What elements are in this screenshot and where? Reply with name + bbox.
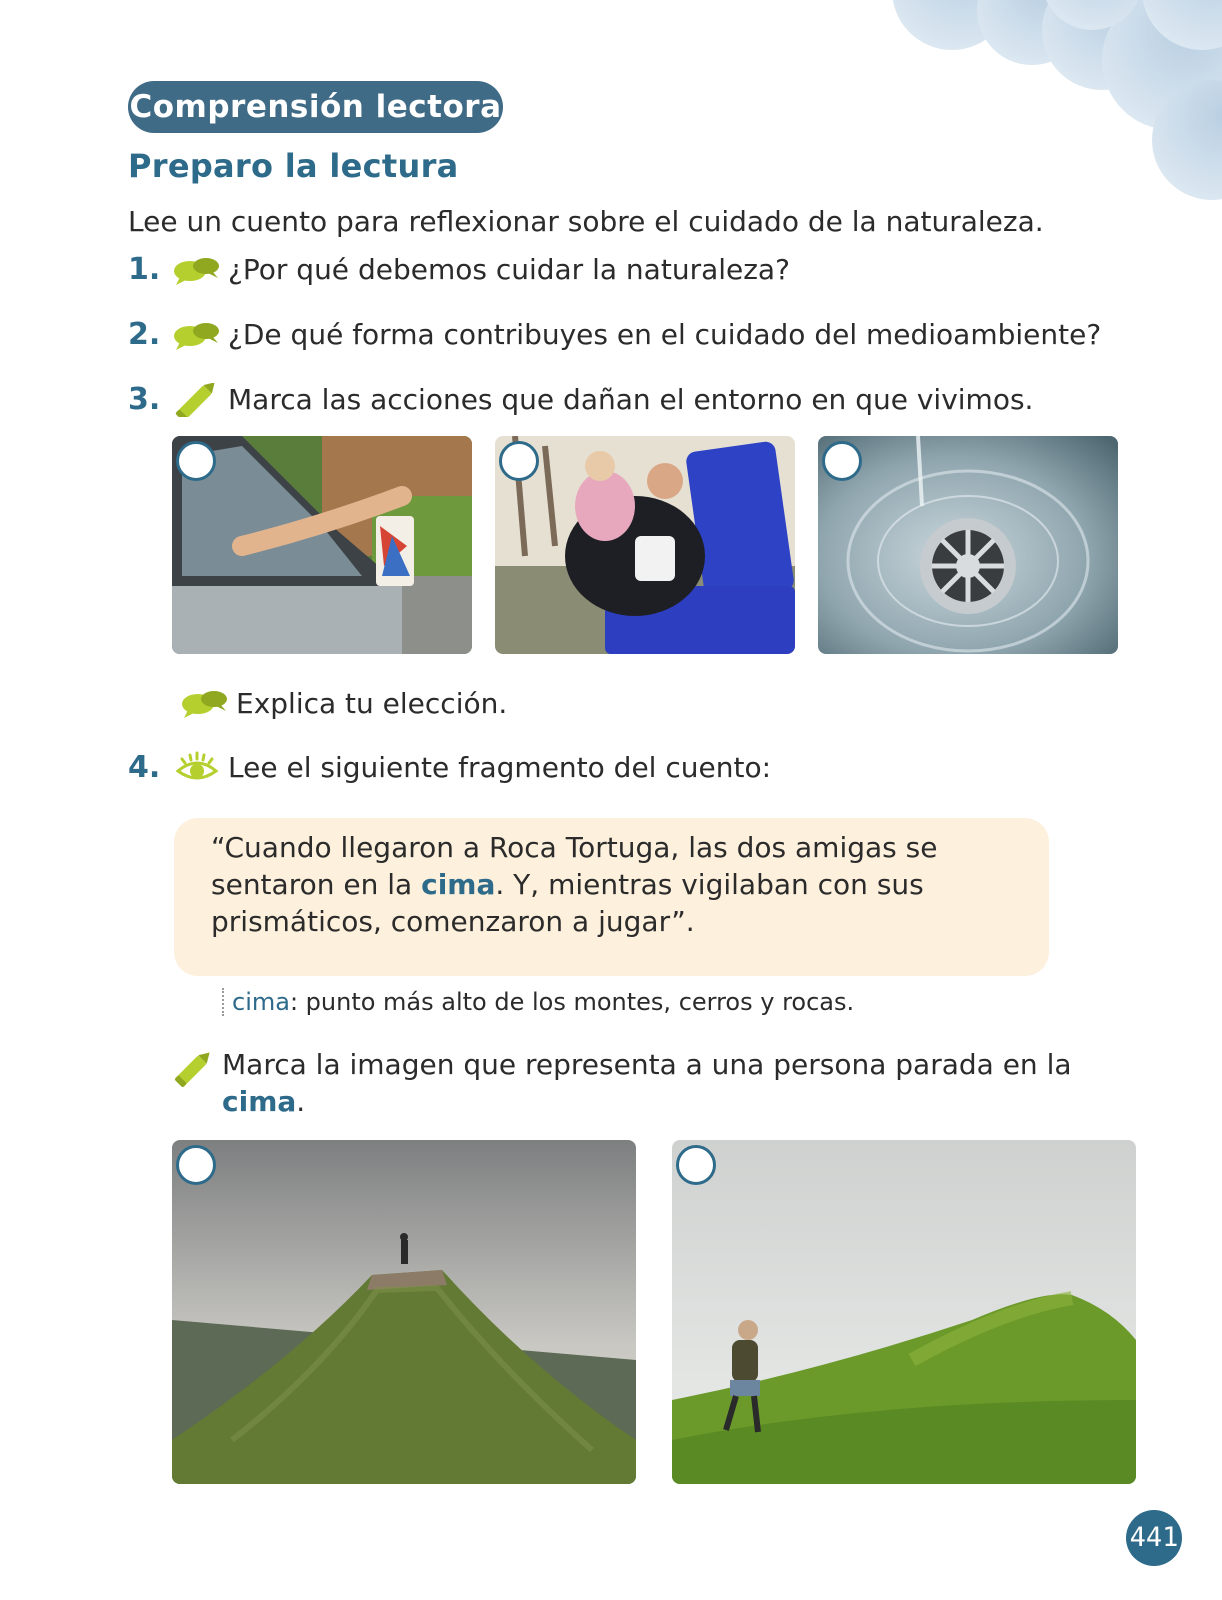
- story-quote: [211, 829, 1011, 940]
- section-pill: Comprensión lectora: [128, 81, 503, 133]
- answer-checkbox[interactable]: [822, 441, 862, 481]
- question-text: Lee el siguiente fragmento del cuento:: [228, 751, 772, 784]
- quote-text-start: “Cuando llegaron a Roca Tortuga, las dos amigas se sentaron en la: [211, 831, 938, 901]
- decorative-cloud: [842, 0, 1222, 230]
- glossary-definition: : punto más alto de los montes, cerros y rocas.: [289, 988, 855, 1016]
- question-number: 4.: [128, 750, 161, 785]
- pencil-icon: [172, 1046, 216, 1090]
- speech-bubbles-icon: [172, 253, 222, 287]
- answer-checkbox[interactable]: [176, 441, 216, 481]
- question-2: [128, 317, 1101, 352]
- photo-littering-from-car: [172, 436, 472, 654]
- page-number: 441: [1126, 1510, 1182, 1566]
- pencil-icon: [172, 383, 222, 417]
- question-number: 1.: [128, 252, 161, 287]
- photo-recycling: [495, 436, 795, 654]
- task-text-end: .: [296, 1085, 306, 1118]
- answer-checkbox[interactable]: [499, 441, 539, 481]
- question-number: 3.: [128, 382, 161, 417]
- speech-bubbles-icon: [180, 686, 230, 720]
- question-number: 2.: [128, 317, 161, 352]
- question-3: [128, 382, 1033, 417]
- eye-icon: [172, 751, 222, 785]
- quote-keyword: cima: [421, 868, 496, 901]
- speech-bubbles-icon: [172, 318, 222, 352]
- question-text: Marca las acciones que dañan el entorno en que vivimos.: [228, 383, 1034, 416]
- task-keyword: cima: [222, 1085, 297, 1118]
- glossary-note: [222, 988, 854, 1016]
- explain-text: Explica tu elección.: [236, 686, 508, 720]
- quote-text-end: . Y, mientras vigilaban con sus prismáticos, comenzaron a jugar”.: [211, 868, 924, 938]
- task-text-start: Marca la imagen que representa a una persona parada en la: [222, 1048, 1072, 1081]
- explain-prompt: [180, 686, 507, 720]
- intro-text: Lee un cuento para reflexionar sobre el cuidado de la naturaleza.: [128, 205, 1044, 238]
- answer-checkbox[interactable]: [676, 1145, 716, 1185]
- photo-person-climbing-hill: [672, 1140, 1136, 1484]
- question-1: [128, 252, 790, 287]
- photo-running-water-drain: [818, 436, 1118, 654]
- question-text: ¿Por qué debemos cuidar la naturaleza?: [228, 253, 790, 286]
- question-text: ¿De qué forma contribuyes en el cuidado del medioambiente?: [228, 318, 1102, 351]
- glossary-term: cima: [232, 988, 290, 1016]
- section-subtitle: Preparo la lectura: [128, 147, 459, 185]
- answer-checkbox[interactable]: [176, 1145, 216, 1185]
- question-4: [128, 750, 771, 785]
- task-text: [222, 1046, 1102, 1120]
- task-mark-image: [172, 1046, 1102, 1120]
- photo-person-on-summit: [172, 1140, 636, 1484]
